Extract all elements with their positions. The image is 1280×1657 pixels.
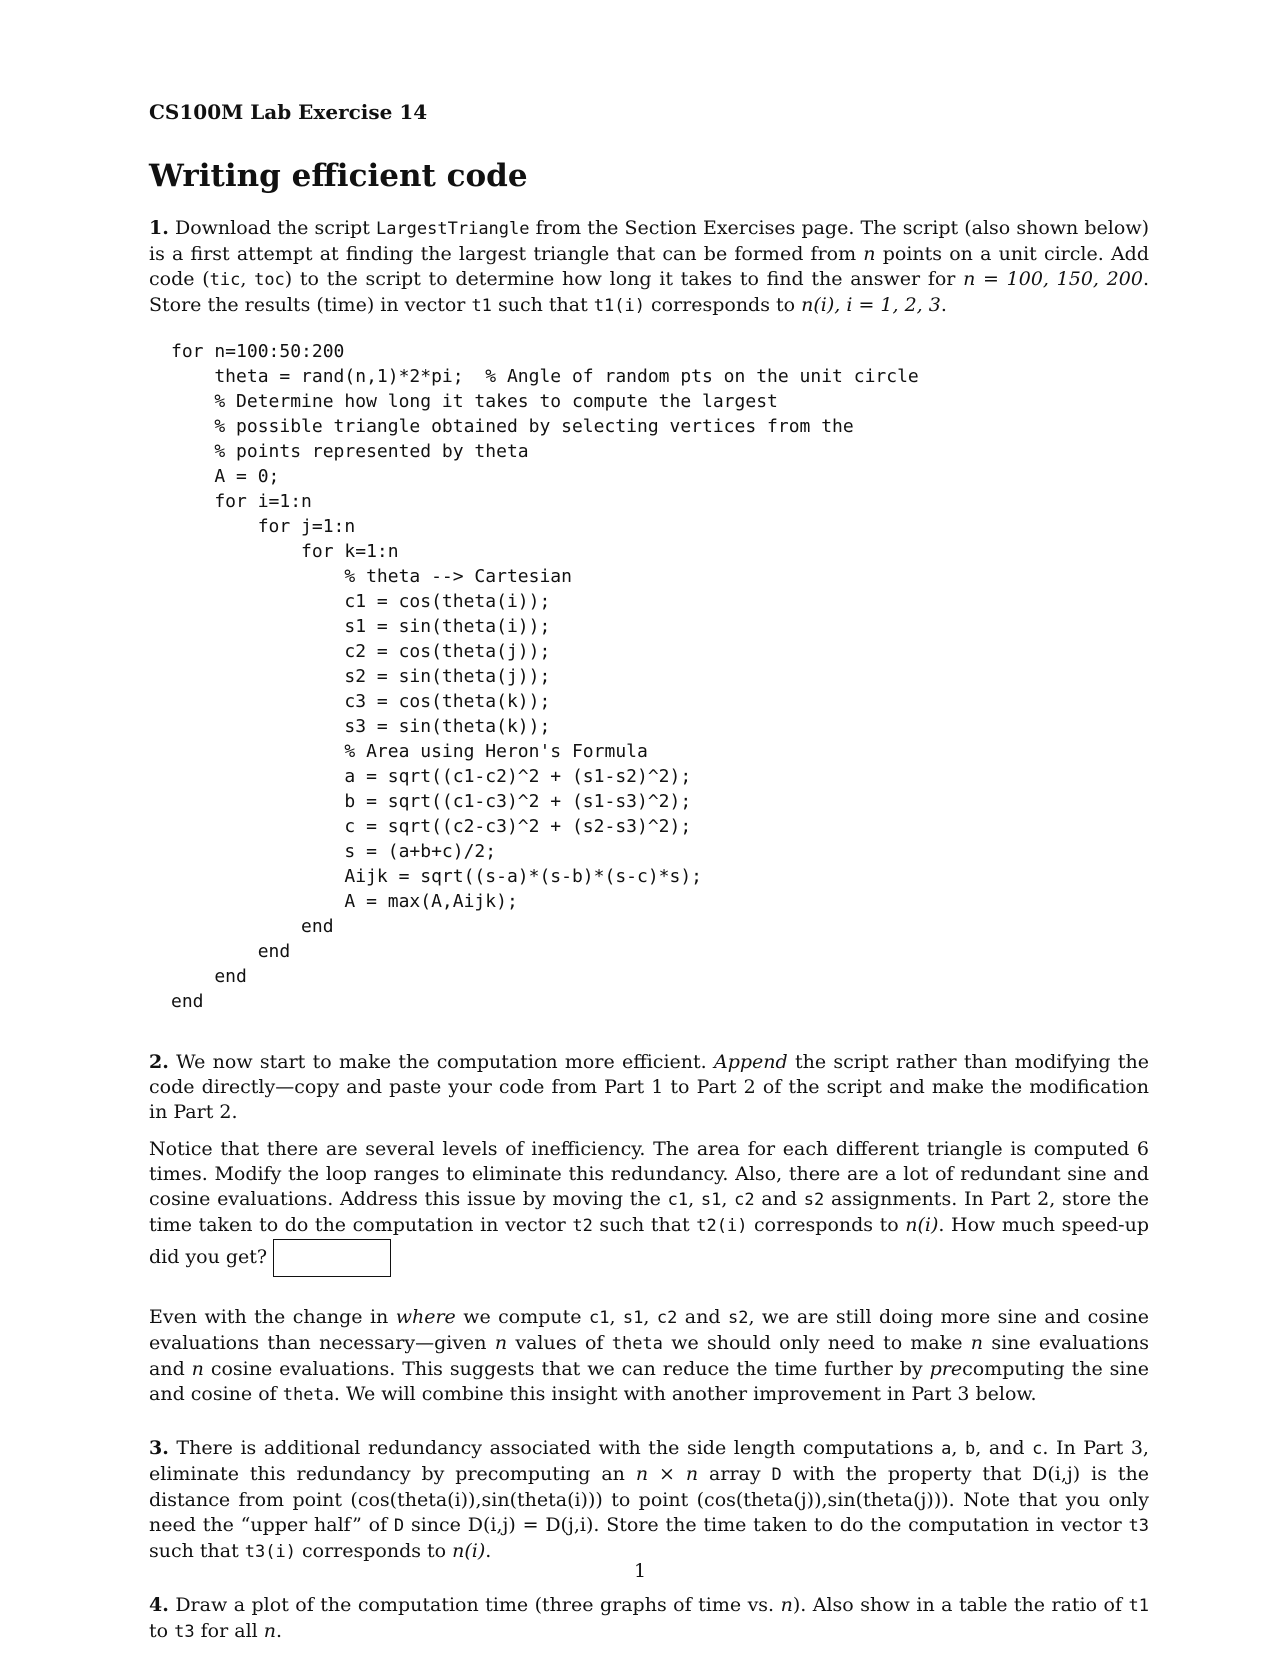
- document-header: CS100M Lab Exercise 14: [149, 100, 428, 124]
- question-2-paragraph-2: Notice that there are several levels of inefficiency. The area for each different triangle is computed 6 times. Modify the loop ranges to eliminate this redundancy. Also, there are a lot of redundant sine and cosine evaluations. Address this issue by moving the c1, s1, c2 and s2 assignments. In Part 2, store the time taken to do the computation in vector t2 such that t2(i) corresponds to n(i). How much speed-up did you get?: [149, 1137, 1149, 1277]
- section-title: Writing efficient code: [149, 158, 528, 194]
- question-4: 4. Draw a plot of the computation time (three graphs of time vs. n). Also show in a table the ratio of t1 to t3 for all n.: [149, 1594, 1149, 1642]
- page-number: 1: [633, 1560, 647, 1582]
- code-listing: for n=100:50:200 theta = rand(n,1)*2*pi; % Angle of random pts on the unit circle % Determine how long it takes to compute the largest % possible triangle obtained by selecting vertices from the % points represented by theta A = 0; for i=1:n for j=1:n for k=1:n % theta --> Cartesian c1 = cos(theta(i)); s1 = sin(theta(i)); c2 = cos(theta(j)); s2 = sin(theta(j)); c3 = cos(theta(k)); s3 = sin(theta(k)); % Area using Heron's Formula a = sqrt((c1-c2)^2 + (s1-s2)^2); b = sqrt((c1-c3)^2 + (s1-s3)^2); c = sqrt((c2-c3)^2 + (s2-s3)^2); s = (a+b+c)/2; Aijk = sqrt((s-a)*(s-b)*(s-c)*s); A = max(A,Aijk); end end end end: [171, 341, 919, 1012]
- document-page: [149, 100, 1149, 1657]
- question-1: 1. Download the script LargestTriangle from the Section Exercises page. The script (also shown below) is a first attempt at finding the largest triangle that can be formed from n points on a unit circle. Add code (tic, toc) to the script to determine how long it takes to find the answer for n = 100, 150, 200. Store the results (time) in vector t1 such that t1(i) corresponds to n(i), i = 1, 2, 3.: [149, 217, 1149, 316]
- question-3: 3. There is additional redundancy associated with the side length computations a, b, and c. In Part 3, eliminate this redundancy by precomputing an n × n array D with the property that D(i,j) is the distance from point (cos(theta(i)),sin(theta(i))) to point (cos(theta(j)),sin(theta(j))). Note that you only need the “upper half” of D since D(i,j) = D(j,i). Store the time taken to do the computation in vector t3 such that t3(i) corresponds to n(i).: [149, 1437, 1150, 1562]
- question-2: 2. We now start to make the computation more efficient. Append the script rather than modifying the code directly—copy and paste your code from Part 1 to Part 2 of the script and make the modification in Part 2.: [149, 1051, 1149, 1123]
- question-2-paragraph-3: Even with the change in where we compute c1, s1, c2 and s2, we are still doing more sine and cosine evaluations than necessary—given n values of theta we should only need to make n sine evaluations and n cosine evaluations. This suggests that we can reduce the time further by precomputing the sine and cosine of theta. We will combine this insight with another improvement in Part 3 below.: [149, 1306, 1149, 1405]
- speedup-answer-box[interactable]: [273, 1239, 391, 1277]
